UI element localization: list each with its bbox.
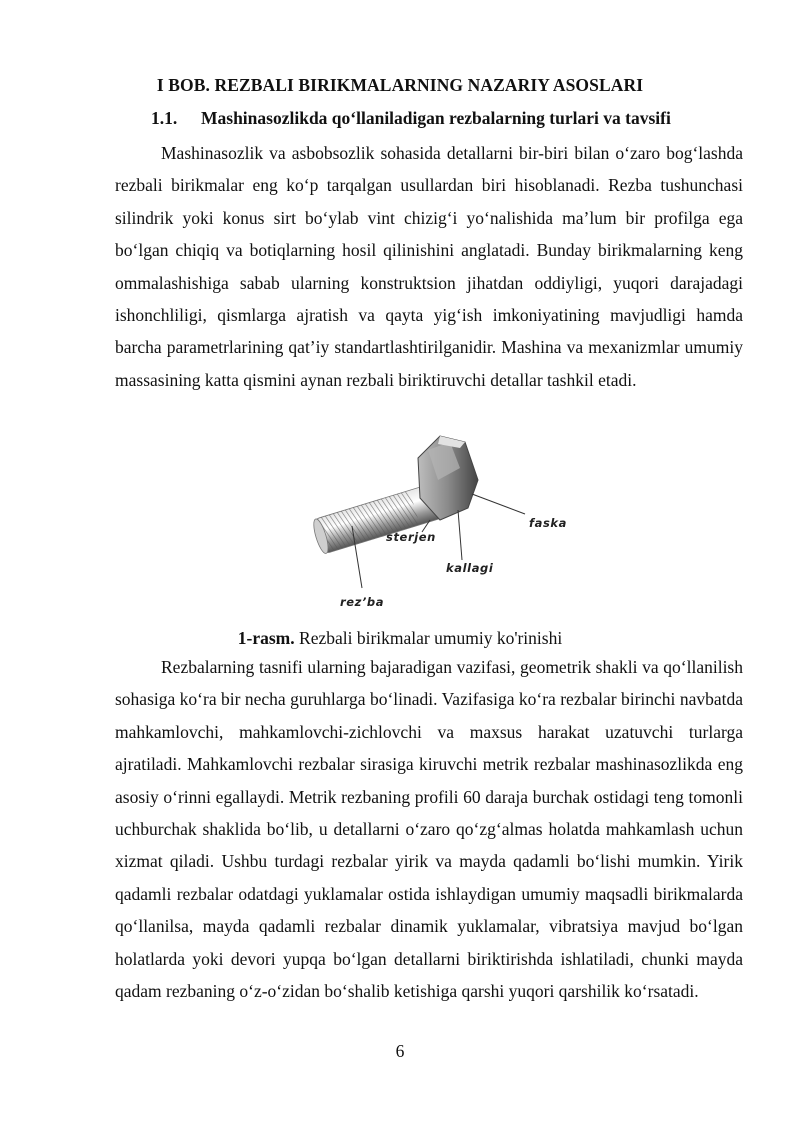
bolt-figure [300,428,600,618]
section-number: 1.1. [151,108,178,128]
label-faska: faska [529,516,568,530]
caption-text: Rezbali birikmalar umumiy ko'rinishi [299,628,563,648]
figure-caption [0,628,800,649]
chapter-title: I BOB. REZBALI BIRIKMALARNING NAZARIY ASOSLARI [156,75,644,95]
label-kallagi: kallagi [446,561,494,575]
label-rezba: rez’ba [340,595,385,609]
paragraph-classification: Rezbalarning tasnifi ularning bajaradigan vazifasi, geometrik shakli va qo‘llanilish sohasiga ko‘ra bir necha guruhlarga bo‘linadi. Vazifasiga ko‘ra rezbalar birinchi navbatda mahkamlovchi, mahkamlovchi-zichlovchi va maxsus harakat uzatuvchi turlarga ajratiladi. Mahkamlovchi rezbalar sirasiga kiruvchi metrik rezbalar mashinasozlikda eng asosiy o‘rinni egallaydi. Metrik rezbaning profili 60 daraja burchak ostidagi teng tomonli uchburchak shaklida bo‘lib, u detallarni o‘zaro qo‘zg‘almas holatda mahkamlash uchun xizmat qiladi. Ushbu turdagi rezbalar yirik va mayda qadamli bo‘lishi mumkin. Yirik qadamli rezbalar odatdagi yuklamalar ostida ishlaydigan umumiy maqsadli birikmalarda qo‘llanilsa, mayda qadamli rezbalar dinamik yuklamalar, vibratsiya mavjud bo‘lgan holatlarda yoki devori yupqa bo‘lgan detallarni biriktirishda ishlatiladi, chunki mayda qadam rezbaning o‘z-o‘zidan bo‘shalib ketishiga qarshi yuqori qarshilik ko‘rsatadi. [115,657,743,1002]
label-sterjen: sterjen [386,530,436,544]
page-number: 6 [395,1041,405,1061]
section-title: Mashinasozlikda qo‘llaniladigan rezbalarning turlari va tavsifi [201,108,671,128]
section-heading [151,108,671,129]
paragraph-intro: Mashinasozlik va asbobsozlik sohasida detallarni bir-biri bilan o‘zaro bog‘lashda rezbali birikmalar eng ko‘p tarqalgan usullardan biri hisoblanadi. Rezba tushunchasi silindrik yoki konus sirt bo‘ylab vint chizig‘i yo‘nalishida ma’lum bir profilga ega bo‘lgan chiqiq va botiqlarning hosil qilinishini anglatadi. Bunday birikmalarning keng ommalashishiga sabab ularning konstruktsion jihatdan oddiyligi, yuqori darajadagi ishonchliligi, qismlarga ajratish va qayta yig‘ish imkoniyatining mavjudligi hamda barcha parametrlarining qat’iy standartlashtirilganidir. Mashina va mexanizmlar umumiy massasining katta qismini aynan rezbali biriktiruvchi detallar tashkil etadi. [115,143,743,390]
caption-number: 1-rasm. [237,628,295,648]
